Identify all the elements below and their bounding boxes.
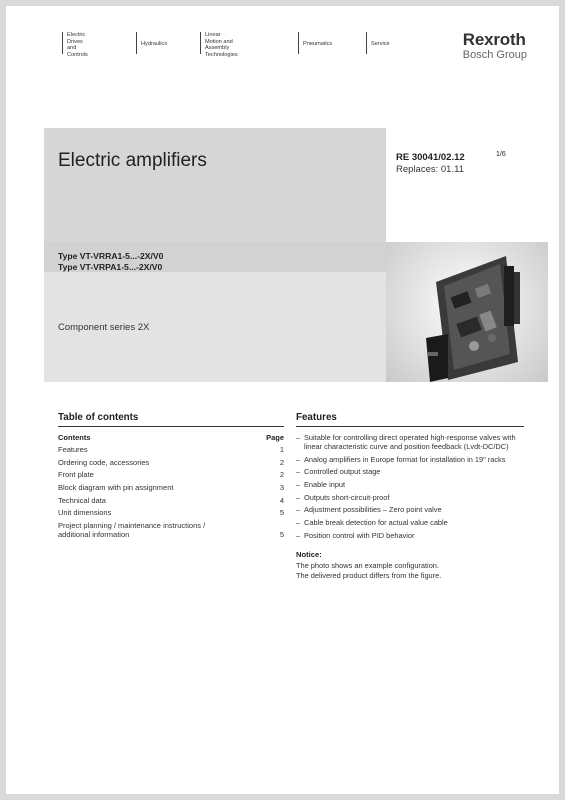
toc-row[interactable] (58, 470, 284, 479)
toc-page: 2 (279, 470, 284, 480)
toc-label: Project planning / maintenance instructions / additional information (58, 521, 206, 540)
nav-hydraulics[interactable]: Hydraulics (136, 32, 167, 54)
toc-page: 4 (279, 495, 284, 505)
toc-title: Table of contents (58, 412, 284, 427)
page-number: 1/6 (496, 151, 506, 158)
feature-item: – Suitable for controlling direct operated high-response valves with linear characteristic curve and position feedback (Lvdt-DC/DC) (296, 433, 524, 451)
feature-item: – Controlled output stage (296, 467, 524, 476)
document-reference (396, 151, 506, 163)
type-line-1: Type VT-VRRA1-5...-2X/V0 (58, 251, 164, 261)
feature-item: – Enable input (296, 480, 524, 489)
nav-linear-motion[interactable]: Linear Motion and Assembly Technologies (200, 32, 238, 54)
toc-col-page: Page (266, 433, 284, 442)
toc-page: 1 (279, 445, 284, 454)
feature-item: – Position control with PID behavior (296, 531, 524, 540)
feature-item: – Analog amplifiers in Europe format for installation in 19" racks (296, 455, 524, 464)
title-band (44, 128, 386, 244)
product-photo (386, 242, 548, 382)
feature-item: – Outputs short-circuit-proof (296, 493, 524, 502)
toc-label: Block diagram with pin assignment (58, 483, 174, 493)
nav-service[interactable]: Service (366, 32, 390, 54)
brand-sub: Bosch Group (462, 49, 527, 61)
toc-page: 5 (279, 530, 284, 540)
toc-row[interactable] (58, 508, 284, 517)
notice-line: The delivered product differs from the figure. (296, 570, 442, 580)
notice-line: The photo shows an example configuration. (296, 560, 439, 570)
reference-number: RE 30041/02.12 (396, 152, 465, 163)
nav-electric-drives[interactable]: Electric Drives and Controls (62, 32, 88, 54)
brand-name: Rexroth (462, 30, 526, 49)
toc-page: 2 (279, 457, 284, 467)
toc-label: Front plate (58, 470, 94, 480)
toc-label: Ordering code, accessories (58, 457, 150, 467)
toc-row[interactable] (58, 521, 284, 539)
component-series: Component series 2X (58, 322, 150, 333)
amplifier-card-illustration (386, 242, 548, 382)
document-title: Electric amplifiers (58, 150, 207, 171)
toc-page: 3 (279, 483, 284, 493)
toc-row[interactable] (58, 445, 284, 454)
toc-row[interactable] (58, 496, 284, 505)
nav-pneumatics[interactable]: Pneumatics (298, 32, 332, 54)
toc-label: Features (58, 445, 88, 454)
type-line-2: Type VT-VRPA1-5...-2X/V0 (58, 262, 163, 272)
brand-logo (463, 30, 527, 61)
notice-title: Notice: (296, 549, 322, 559)
features-title: Features (296, 412, 524, 427)
replaces-text: Replaces: 01.11 (396, 164, 464, 175)
features-section (296, 412, 524, 581)
feature-item: – Cable break detection for actual value cable (296, 518, 524, 527)
toc-col-contents: Contents (58, 433, 91, 442)
toc-header (58, 433, 284, 442)
table-of-contents (58, 412, 284, 543)
toc-row[interactable] (58, 458, 284, 467)
toc-label: Unit dimensions (58, 508, 112, 518)
toc-row[interactable] (58, 483, 284, 492)
toc-page: 5 (279, 508, 284, 518)
toc-label: Technical data (58, 495, 106, 505)
feature-item: – Adjustment possibilities – Zero point valve (296, 505, 524, 514)
